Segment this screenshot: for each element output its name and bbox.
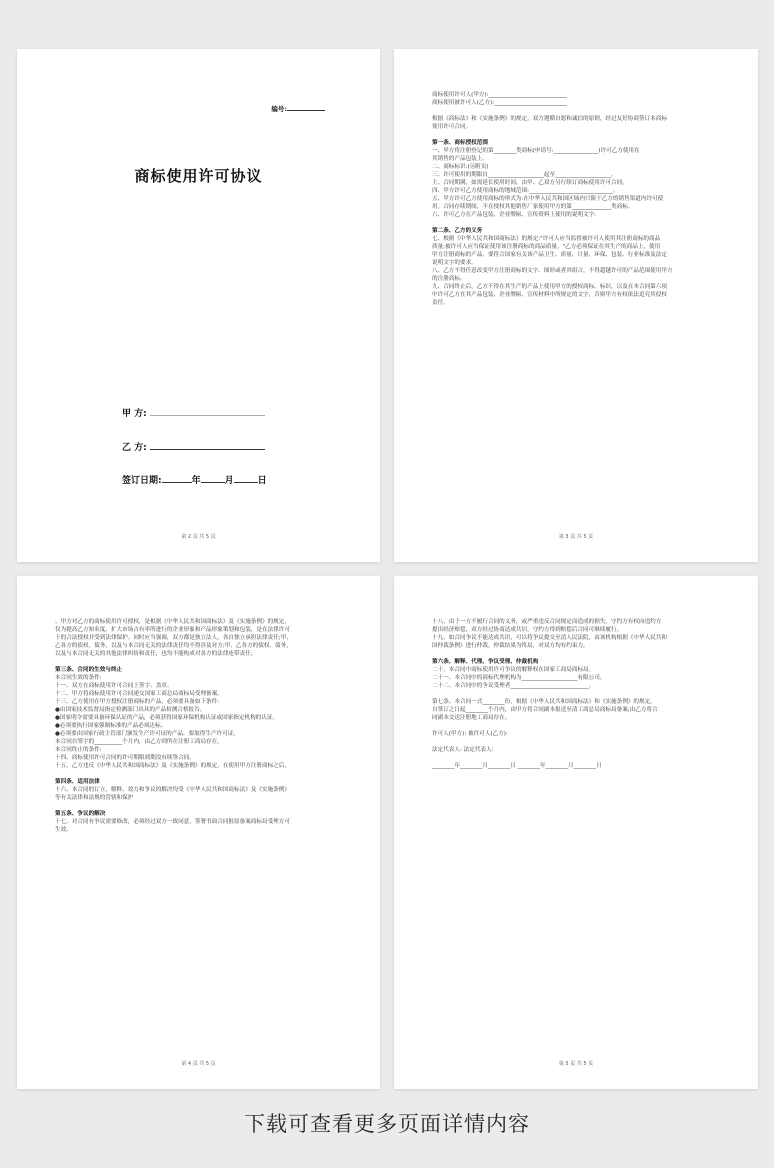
text-line: 二十一、本合同中的商标代理机构为____________________有限公司。	[432, 675, 606, 681]
text-line: 仅为提高乙方知名度、扩大市场占有率所进行的企业形象和产品形象策划和包装，是在法律许可	[55, 627, 290, 633]
section-heading: 第一条、商标授权范围	[432, 140, 488, 146]
text-line: 十八、由于一方不履行合同的义务，或严重违反合同规定而造成的损失，守约方有权向违约方	[432, 619, 662, 625]
section-heading: 第六条、解释、代理、争议受理、仲裁机构	[432, 659, 539, 665]
contract-number: 编号:	[271, 104, 325, 113]
text-line: 十四、商标使用许可合同的许可期限到期没有续签合同。	[55, 755, 195, 761]
text-line: 质量;被许可人应当保证使用该注册商标的商品质量。"乙方必须保证在其生产的商品上，使用	[432, 244, 661, 250]
paragraph-gap	[432, 690, 720, 698]
paragraph-gap	[432, 722, 720, 730]
text-line: ●必须要由国家行政主管部门颁发生产许可证的产品，要取得生产许可证。	[55, 731, 239, 737]
text-line: 十七、对合同有争议需要修改，必须经过双方一致同意，签署书面合同报原备案商标局受理方可	[55, 819, 290, 825]
text-line: 二、商标标识:(另附页)	[432, 164, 489, 170]
page-footer: 第 5 页 共 5 页	[558, 1061, 594, 1067]
page-2-body	[432, 91, 720, 307]
text-line: 五、甲方许可乙方使用商标的形式为:在中华人民共和国区域内只限于乙方的销售渠道内许可使	[432, 196, 664, 202]
paragraph-gap	[432, 219, 720, 227]
paragraph-gap	[432, 650, 720, 658]
text-line: ●由国家技术监督局指定检测部门出具的产品检测合格报告。	[55, 707, 206, 713]
text-line: 法定代表人: 法定代表人:	[432, 747, 494, 753]
text-line: 本合同终止的条件:	[55, 747, 102, 753]
text-line: 二十二、本合同中的争议受理者____________________________。	[432, 683, 595, 689]
text-line: 十五、乙方违反《中华人民共和国商标法》及《实施条例》的规定，在使用甲方注册商标之后，	[55, 763, 290, 769]
text-line: 使用许可合同。	[432, 124, 472, 130]
text-line: 三、许可使用的期限自____________________起至____________________。	[432, 172, 617, 178]
text-line: 本合同自签字的__________个月内，由乙方到所在注册工商局存在。	[55, 739, 223, 745]
text-line: 以及与本合同无关的其他法律纠纷和责任，也均不能构成对各方的法律连带责任。	[55, 651, 257, 657]
page-footer: 第 3 页 共 5 页	[558, 534, 594, 540]
text-line: 生效。	[55, 827, 72, 833]
text-line: 八、乙方不得任意改变甲方注册商标的文字、图形或者其组合，不得超越许可的产品范围使用甲方	[432, 268, 673, 274]
text-line: 同副本交送注册地工商局存在。	[432, 715, 511, 721]
download-caption: 下载可查看更多页面详情内容	[244, 1112, 530, 1136]
page-cover	[17, 49, 380, 562]
page-2	[394, 49, 758, 562]
text-line: 一、甲方将注册登记的第________类商标(申请号:________________)许可乙方使用在	[432, 148, 640, 154]
text-line: 六、许可乙方在产品包装、企业牌匾、宣传资料上使用的说明文字:	[432, 212, 597, 218]
text-line: 乙各方的债权、债务，以及与本合同无关的法律责任均不得涉及对方;甲、乙各方的债权、债务，	[55, 643, 292, 649]
text-line: ________年________月________日 ________年________月________日	[432, 763, 602, 769]
text-line: 主、合同期满，如需延长使用时间，由甲、乙双方另行续订商标使用许可合同。	[432, 180, 628, 186]
party-a-line: 甲 方:	[122, 406, 265, 419]
page-3	[17, 576, 380, 1089]
paragraph-gap	[55, 770, 342, 778]
text-line: 许可人(甲方): 被许可人(乙方):	[432, 731, 508, 737]
text-line: 其销售的产品包装上。	[432, 156, 488, 162]
text-line: ●国家明令需要具备环保认证的产品，必须获得国家环保机构认证或国家指定机构的认证。	[55, 715, 279, 721]
page-footer: 第 4 页 共 5 页	[181, 1061, 216, 1067]
text-line: 用。合同存续期间，不在授权其他销售厂家使用甲方的第______________类商标。	[432, 204, 634, 210]
text-line: 根据《商标法》和《实施条例》的规定，双方遵循自愿和诚信的原则，经过友好协商签订本商标	[432, 116, 667, 122]
text-line: 自签订之日起________个月内，由甲方将合同副本报送至清工商总局商标局备案;由乙方将合	[432, 707, 658, 713]
document-title: 商标使用许可协议	[134, 167, 263, 185]
number-blank	[287, 104, 325, 111]
section-heading: 第二条、乙方的义务	[432, 228, 483, 234]
paragraph-gap	[432, 754, 720, 762]
page-footer: 第 2 页 共 5 页	[181, 534, 216, 540]
page-4	[394, 576, 758, 1089]
text-line: 商标使用被许可人(乙方):__________________________	[432, 100, 567, 106]
party-b-line: 乙 方:	[122, 440, 265, 453]
text-line: 等有关法律和法规的管辖和保护	[55, 795, 134, 801]
paragraph-gap	[432, 107, 720, 115]
text-line: 十六、本合同的订立、解释、效力和争议的解决均受《中华人民共和国商标法》及《实施条例》	[55, 787, 290, 793]
text-line: 、甲方对乙方的商标使用许可授权，是根据《中华人民共和国商标法》及《实施条例》的规定，	[55, 619, 290, 625]
text-line: 七、根据《中华人民共和国商标法》的规定:"许可人应当监督被许可人使用其注册商标的商品	[432, 236, 661, 242]
text-line: 十二、甲方将商标使用许可合同递交国家工商总局商标局受理备案。	[55, 691, 223, 697]
text-line: 下的合法授权并受到法律保护。同时应当强调，双方都是独立法人，各自独立承担法律责任;甲、	[55, 635, 292, 641]
section-heading: 第四条、适用法律	[55, 779, 100, 785]
sign-date-line: 签订日期: 年 月 日	[122, 473, 267, 486]
text-line: 十九、如合同争议不能达成共识，可以将争议提交至清人民法院，由该机构根据《中华人民共和	[432, 635, 667, 641]
text-line: 十三、乙方使用在甲方授权注册商标的产品，必须要具备如下条件:	[55, 699, 220, 705]
text-line: 甲方注册商标的产品，要符合国家有关该产品卫生、质量、计量、环保、包装、行业标准及法定	[432, 252, 667, 258]
text-line: 中许可乙方在其产品包装、企业牌匾、宣传材料中所规定的文字，否则甲方有权依法追究其侵权	[432, 292, 667, 298]
text-line: 第七条、本合同一式________份，根据《中华人民共和国商标法》和《实施条例》的规定，	[432, 699, 656, 705]
section-heading: 第三条、合同的生效与终止	[55, 667, 123, 673]
text-line: 说明文字的要求。	[432, 260, 477, 266]
text-line: 责任。	[432, 300, 449, 306]
text-line: 十一、双方在商标使用许可合同上签字、盖章。	[55, 683, 173, 689]
text-line: 的注册商标。	[432, 276, 466, 282]
paragraph-gap	[55, 658, 342, 666]
paragraph-gap	[432, 738, 720, 746]
text-line: 九、合同终止后，乙方不得在其生产的产品上使用甲方的授权商标、标识，以及在本合同第六项	[432, 284, 667, 290]
text-line: ●必须要执行国家强制标准的产品必须达标。	[55, 723, 167, 729]
page-3-body	[55, 618, 342, 834]
text-line: 四、甲方许可乙方使用商标的地域范围:______________________________。	[432, 188, 619, 194]
paragraph-gap	[432, 131, 720, 139]
text-line: 国仲裁条例》进行仲裁，仲裁结果为终局，对双方均有约束力。	[432, 643, 589, 649]
text-line: 本合同生效的条件:	[55, 675, 102, 681]
paragraph-gap	[55, 802, 342, 810]
text-line: 二十、本合同中商标使用许可争议的解释权在国家工商局商标局。	[432, 667, 595, 673]
page-4-body	[432, 618, 720, 770]
section-heading: 第五条、争议的解决	[55, 811, 106, 817]
text-line: 提出经济赔偿，双方经过协商达成共识，守约方得到赔偿后合同可继续履行。	[432, 627, 623, 633]
text-line: 商标使用许可人(甲方):____________________________	[432, 92, 567, 98]
